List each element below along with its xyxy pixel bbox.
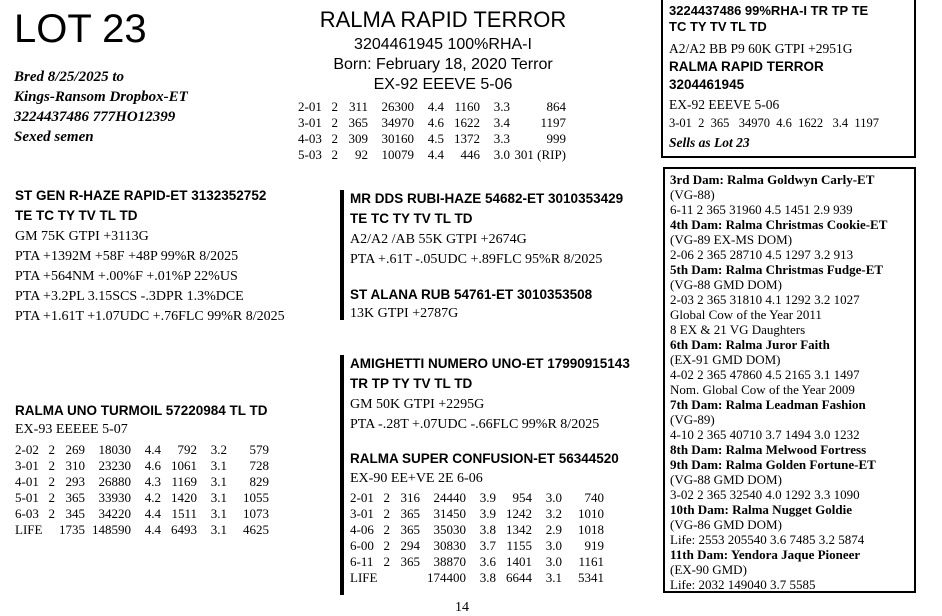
mgd-genomics: 13K GTPI +2787G (350, 306, 459, 321)
pedigree-detail: (VG-89 EX-MS DOM) (670, 232, 793, 247)
record-cell: 3.1 (210, 506, 227, 521)
pedigree-list (670, 172, 887, 592)
mgs-name: MR DDS RUBI-HAZE 54682-ET 3010353429 (350, 191, 624, 206)
record-cell: 365 (400, 506, 420, 521)
record-cell: 301 (RIP) (514, 147, 566, 162)
record-cell: 23230 (98, 458, 131, 473)
mgs-traits: TE TC TY TV TL TD (350, 211, 473, 226)
record-row (15, 458, 269, 474)
record-cell: 2 (48, 506, 55, 521)
record-cell: 1073 (243, 506, 269, 521)
record-cell: LIFE (350, 570, 378, 585)
dam2-records (350, 490, 604, 586)
record-cell: 148590 (92, 522, 131, 537)
summary-sells-as: Sells as Lot 23 (669, 135, 750, 150)
record-cell: 345 (65, 506, 85, 521)
record-cell: 26880 (98, 474, 131, 489)
record-cell: 10079 (381, 147, 414, 162)
summary-dam-id: 3204461945 (669, 77, 745, 92)
pedigree-detail: (VG-88) (670, 187, 715, 202)
record-cell: 269 (65, 442, 85, 457)
record-cell: LIFE (15, 522, 43, 537)
pedigree-detail: Nom. Global Cow of the Year 2009 (670, 382, 855, 397)
record-cell: 30160 (381, 131, 414, 146)
record-cell: 1018 (578, 522, 604, 537)
record-cell: 1372 (454, 131, 480, 146)
info-line: A2/A2 /AB 55K GTPI +2674G (350, 232, 527, 247)
pedigree-box (663, 167, 916, 593)
record-cell: 829 (249, 474, 269, 489)
record-cell: 3.0 (545, 554, 562, 569)
record-row (298, 115, 566, 131)
summary-id-line: 3224437486 99%RHA-I TR TP TE (669, 3, 869, 18)
record-row (350, 538, 604, 554)
record-cell: 4-01 (15, 474, 39, 489)
record-cell: 316 (400, 490, 420, 505)
record-cell: 1161 (578, 554, 604, 569)
pedigree-dam-name: 10th Dam: Ralma Nugget Goldie (670, 502, 852, 517)
record-cell: 5-03 (298, 147, 322, 162)
pedigree-detail: 2-06 2 365 28710 4.5 1297 3.2 913 (670, 247, 854, 262)
pedigree-detail: (VG-88 GMD DOM) (670, 472, 782, 487)
record-cell: 38870 (433, 554, 466, 569)
pedigree-detail: 6-11 2 365 31960 4.5 1451 2.9 939 (670, 202, 853, 217)
record-cell: 3.8 (479, 522, 496, 537)
record-cell: 2 (383, 554, 390, 569)
record-cell: 954 (512, 490, 532, 505)
record-row (298, 131, 566, 147)
summary-traits: TC TY TV TL TD (669, 19, 767, 34)
record-cell: 34220 (98, 506, 131, 521)
pedigree-dam-name: 5th Dam: Ralma Christmas Fudge-ET (670, 262, 884, 277)
record-cell: 92 (355, 147, 368, 162)
record-cell: 310 (65, 458, 85, 473)
mgs-info (350, 230, 602, 270)
pedigree-dam-name: 9th Dam: Ralma Golden Fortune-ET (670, 457, 876, 472)
record-cell: 3.9 (479, 490, 496, 505)
record-cell: 579 (249, 442, 269, 457)
info-line: PTA +3.2PL 3.15SCS -.3DPR 1.3%DCE (15, 289, 244, 304)
record-cell: 309 (348, 131, 368, 146)
dam2-class: EX-90 EE+VE 2E 6-06 (350, 471, 483, 486)
record-cell: 3.1 (210, 490, 227, 505)
record-cell: 2-01 (350, 490, 374, 505)
record-cell: 30830 (433, 538, 466, 553)
record-cell: 2 (331, 99, 338, 114)
info-line: GM 75K GTPI +3113G (15, 229, 149, 244)
record-row (350, 506, 604, 522)
sire-born: Born: February 18, 2020 Terror (333, 56, 553, 73)
record-cell: 6-00 (350, 538, 374, 553)
record-row (15, 490, 269, 506)
dam2-name: RALMA SUPER CONFUSION-ET 56344520 (350, 451, 619, 466)
record-cell: 1055 (243, 490, 269, 505)
record-cell: 1342 (506, 522, 532, 537)
record-cell: 1511 (171, 506, 197, 521)
sire-records (298, 99, 566, 163)
pedigree-dam-name: 4th Dam: Ralma Christmas Cookie-ET (670, 217, 888, 232)
summary-dam-class: EX-92 EEEVE 5-06 (669, 97, 780, 112)
record-cell: 1197 (540, 115, 566, 130)
record-cell: 365 (348, 115, 368, 130)
record-cell: 3.3 (493, 99, 510, 114)
summary-genomics: A2/A2 BB P9 60K GTPI +2951G (669, 41, 853, 56)
record-cell: 2-01 (298, 99, 322, 114)
record-cell: 6493 (171, 522, 197, 537)
record-cell: 728 (249, 458, 269, 473)
pedigree-detail: 4-10 2 365 40710 3.7 1494 3.0 1232 (670, 427, 860, 442)
record-cell: 1401 (506, 554, 532, 569)
record-cell: 35030 (433, 522, 466, 537)
record-cell: 4.6 (144, 458, 161, 473)
record-life-row (350, 570, 604, 586)
record-cell: 4625 (243, 522, 269, 537)
lot-number: LOT 23 (14, 7, 147, 51)
bred-sire: Kings-Ransom Dropbox-ET (14, 89, 188, 105)
record-row (15, 474, 269, 490)
record-cell: 2 (331, 115, 338, 130)
record-row (350, 490, 604, 506)
sire2-info (350, 395, 599, 435)
record-cell: 2 (383, 522, 390, 537)
record-cell: 3.1 (210, 474, 227, 489)
record-cell: 4-06 (350, 522, 374, 537)
record-cell: 2.9 (545, 522, 562, 537)
record-cell: 2 (48, 474, 55, 489)
section-divider (340, 355, 344, 595)
record-cell: 4.2 (144, 490, 161, 505)
record-cell: 1622 (454, 115, 480, 130)
record-cell: 31450 (433, 506, 466, 521)
record-row (15, 442, 269, 458)
dam-of-sire-name: RALMA UNO TURMOIL 57220984 TL TD (15, 403, 268, 418)
page-number: 14 (455, 600, 469, 615)
record-row (350, 522, 604, 538)
pedigree-detail: (VG-89) (670, 412, 715, 427)
record-cell: 2 (383, 506, 390, 521)
pedigree-detail: Life: 2553 205540 3.6 7485 3.2 5874 (670, 532, 865, 547)
record-cell: 3.3 (493, 131, 510, 146)
record-row (298, 147, 566, 163)
record-cell: 1242 (506, 506, 532, 521)
record-cell: 2-02 (15, 442, 39, 457)
record-cell: 3.7 (479, 538, 496, 553)
record-cell: 3.2 (210, 442, 227, 457)
sire-of-sire-traits: TE TC TY TV TL TD (15, 208, 138, 223)
info-line: PTA +564NM +.00%F +.01%P 22%US (15, 269, 238, 284)
bred-date: Bred 8/25/2025 to (14, 69, 125, 85)
record-row (350, 554, 604, 570)
record-cell: 1160 (454, 99, 480, 114)
record-cell: 4-03 (298, 131, 322, 146)
record-cell: 4.4 (427, 99, 444, 114)
record-cell: 6-11 (350, 554, 374, 569)
record-cell: 26300 (381, 99, 414, 114)
record-cell: 1735 (59, 522, 85, 537)
pedigree-detail: (VG-88 GMD DOM) (670, 277, 782, 292)
record-cell: 365 (65, 490, 85, 505)
record-cell: 3-01 (15, 458, 39, 473)
record-cell: 4.4 (144, 442, 161, 457)
record-cell: 3.9 (479, 506, 496, 521)
record-cell: 33930 (98, 490, 131, 505)
record-cell: 3-01 (350, 506, 374, 521)
info-line: GM 50K GTPI +2295G (350, 397, 485, 412)
sire-registration: 3204461945 100%RHA-I (354, 36, 532, 53)
record-cell: 3.1 (210, 458, 227, 473)
summary-dam-record: 3-01 2 365 34970 4.6 1622 3.4 1197 (669, 116, 879, 130)
info-line: PTA -.28T +.07UDC -.66FLC 99%R 8/2025 (350, 417, 600, 432)
record-cell: 3.0 (545, 538, 562, 553)
pedigree-detail: 8 EX & 21 VG Daughters (670, 322, 806, 337)
record-cell: 24440 (433, 490, 466, 505)
record-cell: 18030 (98, 442, 131, 457)
record-cell: 365 (400, 522, 420, 537)
record-cell: 311 (348, 99, 368, 114)
record-cell: 4.6 (427, 115, 444, 130)
record-cell: 3.6 (479, 554, 496, 569)
record-cell: 2 (48, 490, 55, 505)
pedigree-dam-name: 6th Dam: Ralma Juror Faith (670, 337, 830, 352)
sire-name: RALMA RAPID TERROR (319, 7, 567, 32)
pedigree-dam-name: 8th Dam: Ralma Melwood Fortress (670, 442, 867, 457)
record-cell: 3.2 (545, 506, 562, 521)
bred-info (14, 67, 188, 147)
record-cell: 4.5 (427, 131, 444, 146)
sire-of-sire-info (15, 227, 285, 327)
lot-summary-box (661, 0, 916, 158)
record-cell: 4.4 (427, 147, 444, 162)
record-cell: 365 (400, 554, 420, 569)
pedigree-detail: (EX-91 GMD DOM) (670, 352, 781, 367)
summary-dam-name: RALMA RAPID TERROR (669, 59, 824, 74)
record-cell: 3-01 (298, 115, 322, 130)
record-cell: 2 (331, 147, 338, 162)
record-cell: 5341 (578, 570, 604, 585)
record-cell: 3.0 (493, 147, 510, 162)
dam-of-sire-records (15, 442, 269, 538)
sire2-name: AMIGHETTI NUMERO UNO-ET 17990915143 (350, 356, 630, 371)
record-cell: 999 (546, 131, 566, 146)
record-cell: 2 (383, 538, 390, 553)
pedigree-detail: Life: 2032 149040 3.7 5585 (670, 577, 816, 592)
record-cell: 864 (546, 99, 566, 114)
record-cell: 34970 (381, 115, 414, 130)
record-cell: 174400 (427, 570, 466, 585)
record-cell: 3.0 (545, 490, 562, 505)
record-cell: 3.1 (210, 522, 227, 537)
record-cell: 2 (48, 442, 55, 457)
info-line: PTA +1392M +58F +48P 99%R 8/2025 (15, 249, 239, 264)
record-cell: 792 (177, 442, 197, 457)
record-cell: 6-03 (15, 506, 39, 521)
pedigree-detail: 3-02 2 365 32540 4.0 1292 3.3 1090 (670, 487, 860, 502)
record-cell: 5-01 (15, 490, 39, 505)
sire-of-sire-name: ST GEN R-HAZE RAPID-ET 3132352752 (15, 188, 267, 203)
record-cell: 1420 (171, 490, 197, 505)
pedigree-dam-name: 11th Dam: Yendora Jaque Pioneer (670, 547, 861, 562)
record-cell: 740 (584, 490, 604, 505)
mgd-name: ST ALANA RUB 54761-ET 3010353508 (350, 287, 593, 302)
pedigree-detail: 2-03 2 365 31810 4.1 1292 3.2 1027 (670, 292, 860, 307)
sire-classification: EX-92 EEEVE 5-06 (373, 76, 513, 93)
record-cell: 294 (400, 538, 420, 553)
record-cell: 446 (460, 147, 480, 162)
record-life-row (15, 522, 269, 538)
record-cell: 4.4 (144, 522, 161, 537)
info-line: PTA +.61T -.05UDC +.89FLC 95%R 8/2025 (350, 252, 603, 267)
record-cell: 2 (331, 131, 338, 146)
record-cell: 4.3 (144, 474, 161, 489)
pedigree-detail: (EX-90 GMD) (670, 562, 747, 577)
record-cell: 919 (584, 538, 604, 553)
record-cell: 1010 (578, 506, 604, 521)
pedigree-dam-name: 7th Dam: Ralma Leadman Fashion (670, 397, 866, 412)
record-cell: 3.4 (493, 115, 510, 130)
record-cell: 1169 (171, 474, 197, 489)
pedigree-detail: 4-02 2 365 47860 4.5 2165 3.1 1497 (670, 367, 860, 382)
record-cell: 3.8 (479, 570, 496, 585)
pedigree-dam-name: 3rd Dam: Ralma Goldwyn Carly-ET (670, 172, 875, 187)
record-row (15, 506, 269, 522)
record-cell: 4.4 (144, 506, 161, 521)
bred-sire-id: 3224437486 777HO12399 (14, 109, 176, 125)
record-cell: 2 (383, 490, 390, 505)
section-divider (340, 190, 344, 320)
dam-of-sire-class: EX-93 EEEEE 5-07 (15, 422, 128, 437)
pedigree-detail: Global Cow of the Year 2011 (670, 307, 822, 322)
record-cell: 6644 (506, 570, 532, 585)
sire2-traits: TR TP TY TV TL TD (350, 376, 473, 391)
record-cell: 293 (65, 474, 85, 489)
record-cell: 3.1 (545, 570, 562, 585)
record-cell: 2 (48, 458, 55, 473)
pedigree-detail: (VG-86 GMD DOM) (670, 517, 782, 532)
record-row (298, 99, 566, 115)
info-line: PTA +1.61T +1.07UDC +.76FLC 99%R 8/2025 (15, 309, 285, 324)
record-cell: 1061 (171, 458, 197, 473)
record-cell: 1155 (506, 538, 532, 553)
bred-semen-type: Sexed semen (14, 129, 94, 145)
